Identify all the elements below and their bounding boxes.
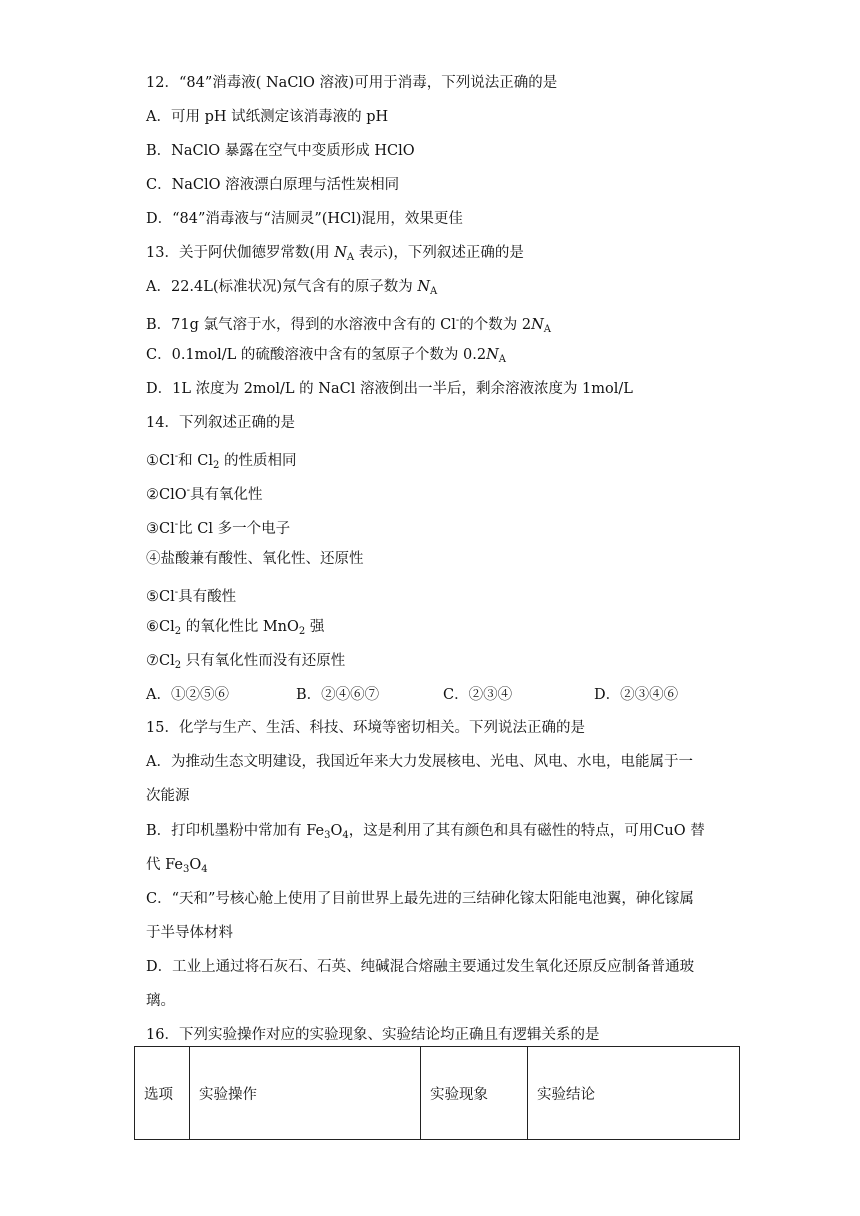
table-header-option: 选项 — [135, 1047, 190, 1140]
q15-option-a-line2: 次能源 — [146, 788, 190, 804]
q13-option-a: A．22.4L(标准状况)氖气含有的原子数为 $N_A$ — [146, 279, 438, 297]
q13-stem: 13．关于阿伏伽德罗常数(用 $N_A$ 表示)，下列叙述正确的是 — [146, 245, 524, 263]
q14-stem: 14．下列叙述正确的是 — [146, 415, 295, 431]
table-header-operation: 实验操作 — [190, 1047, 421, 1140]
q12-option-a: A．可用 pH 试纸测定该消毒液的 pH — [146, 109, 389, 125]
q15-stem: 15．化学与生产、生活、科技、环境等密切相关。下列说法正确的是 — [146, 720, 585, 736]
q14-statement-7: $⑦Cl_2$ 只有氧化性而没有还原性 — [146, 653, 346, 671]
q13-option-b: B．71g 氯气溶于水，得到的水溶液中含有的 Cl-的个数为 $2N_A$ — [146, 315, 551, 335]
q14-statement-5: ⑤Cl-具有酸性 — [146, 587, 237, 605]
q14-option-c: C．②③④ — [443, 687, 513, 703]
q12-option-c: C．NaClO 溶液漂白原理与活性炭相同 — [146, 177, 400, 193]
q15-option-a-line1: A．为推动生态文明建设，我国近年来大力发展核电、光电、风电、水电，电能属于一 — [146, 754, 693, 770]
table-header-conclusion: 实验结论 — [528, 1047, 740, 1140]
q15-option-d-line1: D．工业上通过将石灰石、石英、纯碱混合熔融主要通过发生氧化还原反应制备普通玻 — [146, 959, 695, 975]
q15-option-b-line2: 代 $Fe_3O_4$ — [146, 857, 208, 875]
q14-statement-6: $⑥Cl_2$ 的氧化性比 MnO$_2$ 强 — [146, 619, 325, 637]
q12-option-d: D．“84”消毒液与“洁厕灵”(HCl)混用，效果更佳 — [146, 211, 463, 227]
q12-stem: 12．“84”消毒液( NaClO 溶液)可用于消毒，下列说法正确的是 — [146, 75, 558, 91]
q14-statement-3: ③Cl-比 Cl 多一个电子 — [146, 519, 291, 537]
table-header-row — [135, 1047, 740, 1140]
q14-option-b: B．②④⑥⑦ — [296, 687, 380, 703]
q16-table — [134, 1046, 740, 1140]
q16-stem: 16．下列实验操作对应的实验现象、实验结论均正确且有逻辑关系的是 — [146, 1027, 600, 1043]
q12-option-b: B．NaClO 暴露在空气中变质形成 HClO — [146, 143, 415, 159]
q15-option-b-line1: B．打印机墨粉中常加有 $Fe_3O_4$，这是利用了其有颜色和具有磁性的特点，可用CuO 替 — [146, 823, 705, 841]
q13-option-d: D．1L 浓度为 2mol/L 的 NaCl 溶液倒出一半后，剩余溶液浓度为 1mol/L — [146, 381, 633, 397]
q14-statement-1: ①Cl-和 $Cl_2$ 的性质相同 — [146, 451, 297, 471]
q15-option-c-line2: 于半导体材料 — [146, 925, 233, 941]
q15-option-c-line1: C．“天和”号核心舱上使用了目前世界上最先进的三结砷化镓太阳能电池翼，砷化镓属 — [146, 891, 694, 907]
q14-option-d: D．②③④⑥ — [594, 687, 679, 703]
table-header-phenomenon: 实验现象 — [421, 1047, 528, 1140]
q14-statement-2: ②ClO-具有氧化性 — [146, 485, 263, 503]
q13-option-c: C．0.1mol/L 的硫酸溶液中含有的氢原子个数为 $0.2N_A$ — [146, 347, 506, 365]
q14-statement-4: ④盐酸兼有酸性、氧化性、还原性 — [146, 551, 364, 567]
q14-options — [146, 685, 746, 705]
q15-option-d-line2: 璃。 — [146, 993, 175, 1009]
q14-option-a: A．①②⑤⑥ — [146, 687, 229, 703]
